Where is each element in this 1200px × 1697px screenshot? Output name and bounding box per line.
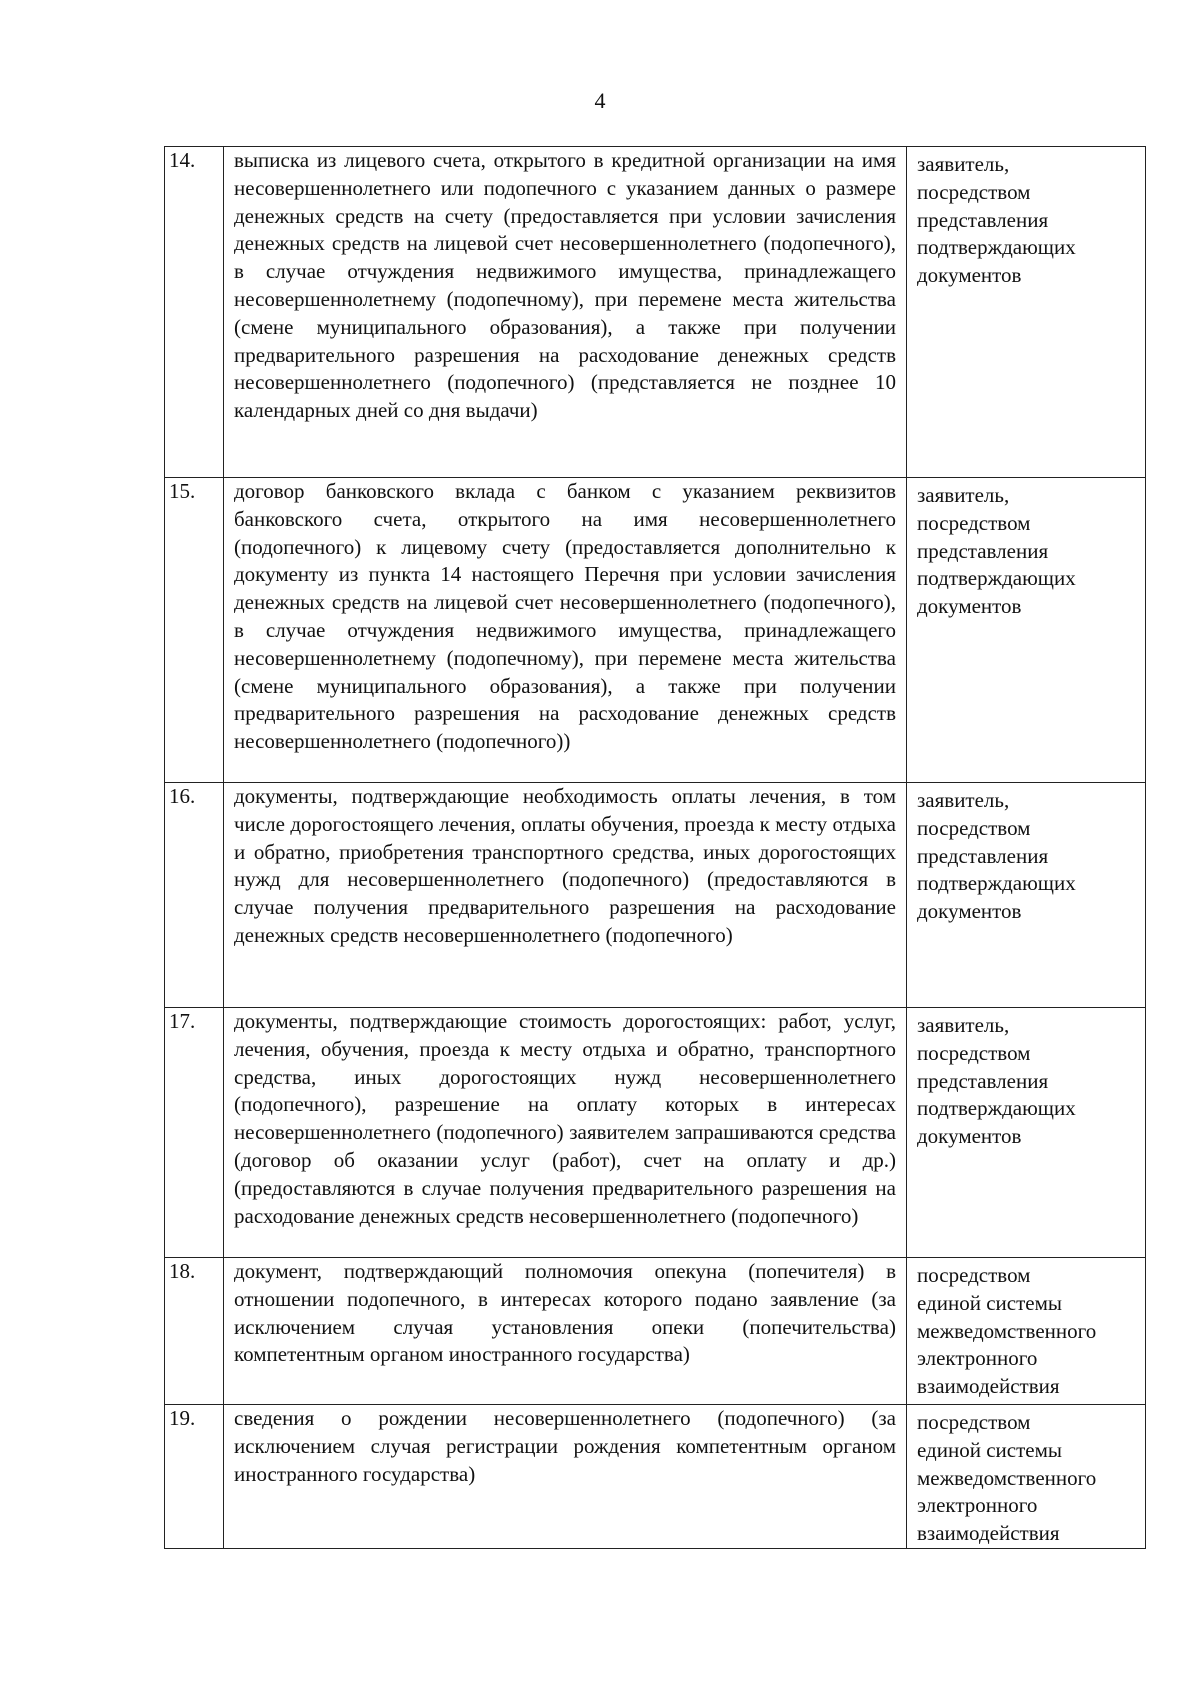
row-submission-method — [907, 478, 1146, 783]
row-description: сведения о рождении несовершеннолетнего (подопечного) (за исключением случая регистрации рождения компетентным органом иностранного государства) — [224, 1405, 907, 1549]
method-line: подтверждающих — [917, 566, 1076, 591]
method-line: документов — [917, 263, 1022, 288]
method-line: посредством — [917, 1410, 1031, 1434]
row-number: 18. — [165, 1258, 224, 1405]
method-line: подтверждающих — [917, 235, 1076, 260]
method-line: документов — [917, 594, 1022, 619]
method-line: заявитель, — [917, 483, 1010, 507]
method-line: посредством — [917, 815, 1031, 840]
table-row — [165, 1258, 1146, 1405]
table-row — [165, 1405, 1146, 1549]
row-description: документы, подтверждающие необходимость оплаты лечения, в том числе дорогостоящего лечения, оплаты обучения, проезда к месту отдыха и обратно, приобретения транспортного средства, иных дорогостоящих нужд для несовершеннолетнего (подопечного) (предоставляются в случае получения предварительного разрешения на расходование денежных средств несовершеннолетнего (подопечного) — [224, 783, 907, 1008]
row-submission-method — [907, 147, 1146, 478]
method-line: заявитель, — [917, 788, 1010, 812]
method-line: электронного — [917, 1346, 1038, 1371]
table-row — [165, 147, 1146, 478]
method-line: заявитель, — [917, 1013, 1010, 1037]
method-line: посредством — [917, 179, 1031, 204]
method-line: документов — [917, 1124, 1022, 1149]
method-line: заявитель, — [917, 152, 1010, 176]
method-line: единой системы — [917, 1437, 1062, 1462]
method-line: межведомственного — [917, 1465, 1097, 1490]
row-description: документ, подтверждающий полномочия опекуна (попечителя) в отношении подопечного, в интересах которого подано заявление (за исключением случая установления опеки (попечительства) компетентным органом иностранного государства) — [224, 1258, 907, 1405]
method-line: представления — [917, 1068, 1049, 1093]
method-line: посредством — [917, 1040, 1031, 1065]
method-line: представления — [917, 843, 1049, 868]
row-submission-method — [907, 1008, 1146, 1258]
method-line: посредством — [917, 1263, 1031, 1287]
row-submission-method — [907, 1405, 1146, 1549]
row-description: документы, подтверждающие стоимость дорогостоящих: работ, услуг, лечения, обучения, проезда к месту отдыха и обратно, транспортного средства, иных дорогостоящих нужд несовершеннолетнего (подопечного), разрешение на оплату которых в интересах несовершеннолетнего (подопечного) заявителем запрашиваются средства (договор об оказании услуг (работ), счет на оплату и др.) (предоставляются в случае получения предварительного разрешения на расходование денежных средств несовершеннолетнего (подопечного) — [224, 1008, 907, 1258]
row-description: договор банковского вклада с банком с указанием реквизитов банковского счета, открытого на имя несовершеннолетнего (подопечного) к лицевому счету (предоставляется дополнительно к документу из пункта 14 настоящего Перечня при условии зачисления денежных средств на лицевой счет несовершеннолетнего (подопечного), в случае отчуждения недвижимого имущества, принадлежащего несовершеннолетнему (подопечному), при перемене места жительства (смене муниципального образования), а также при получении предварительного разрешения на расходование денежных средств несовершеннолетнего (подопечного)) — [224, 478, 907, 783]
row-number: 16. — [165, 783, 224, 1008]
method-line: взаимодействия — [917, 1374, 1060, 1399]
method-line: взаимодействия — [917, 1521, 1060, 1546]
method-line: представления — [917, 538, 1049, 563]
method-line: подтверждающих — [917, 1096, 1076, 1121]
method-line: документов — [917, 899, 1022, 924]
method-line: электронного — [917, 1493, 1038, 1518]
row-number: 14. — [165, 147, 224, 478]
documents-table — [164, 146, 1146, 1549]
row-number: 15. — [165, 478, 224, 783]
table-row — [165, 1008, 1146, 1258]
table-row — [165, 478, 1146, 783]
method-line: единой системы — [917, 1290, 1062, 1315]
row-number: 19. — [165, 1405, 224, 1549]
page-number: 4 — [594, 88, 606, 113]
row-submission-method — [907, 1258, 1146, 1405]
row-submission-method — [907, 783, 1146, 1008]
table-row — [165, 783, 1146, 1008]
row-description: выписка из лицевого счета, открытого в кредитной организации на имя несовершеннолетнего или подопечного с указанием данных о размере денежных средств на счету (предоставляется при условии зачисления денежных средств на лицевой счет несовершеннолетнего (подопечного), в случае отчуждения недвижимого имущества, принадлежащего несовершеннолетнему (подопечному), при перемене места жительства (смене муниципального образования), а также при получении предварительного разрешения на расходование денежных средств несовершеннолетнего (подопечного) (представляется не позднее 10 календарных дней со дня выдачи) — [224, 147, 907, 478]
method-line: представления — [917, 207, 1049, 232]
method-line: посредством — [917, 510, 1031, 535]
method-line: межведомственного — [917, 1318, 1097, 1343]
method-line: подтверждающих — [917, 871, 1076, 896]
row-number: 17. — [165, 1008, 224, 1258]
